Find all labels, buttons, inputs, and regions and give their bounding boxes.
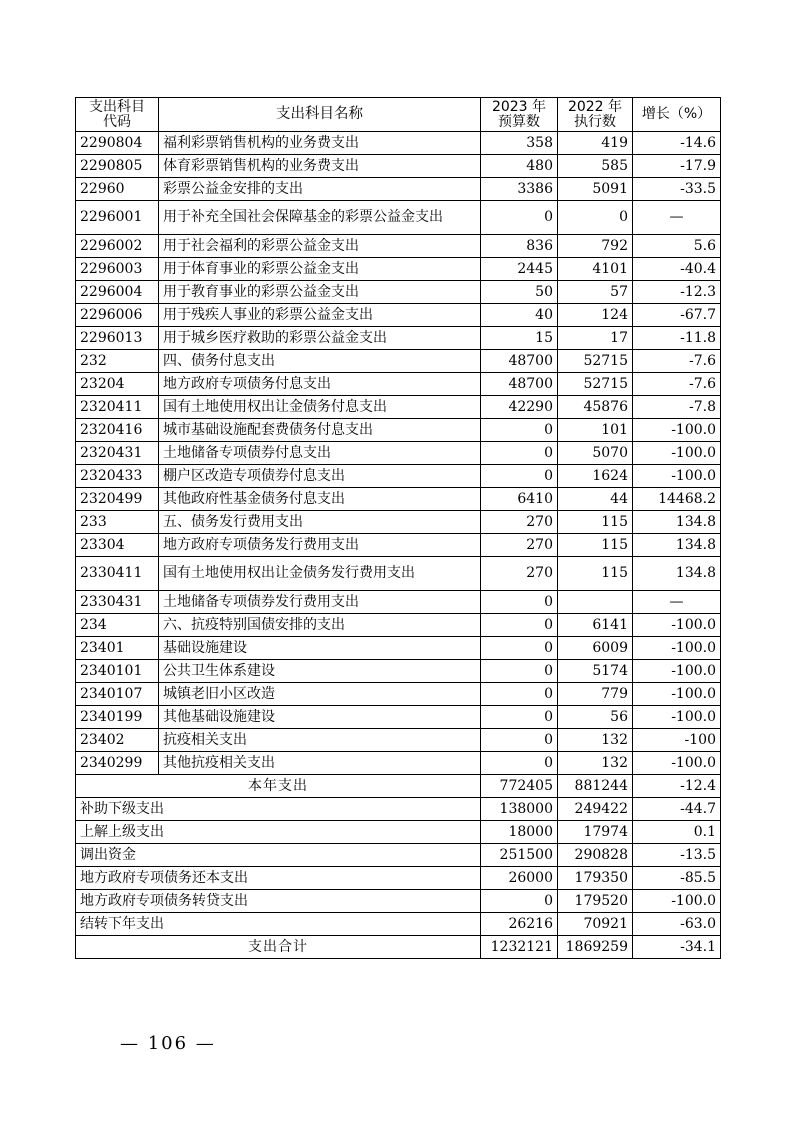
- table-row: [76, 637, 721, 660]
- grand-total-growth: -34.1: [633, 936, 721, 959]
- row-growth: -11.8: [633, 327, 721, 350]
- row-growth: -100: [633, 729, 721, 752]
- table-row: [76, 373, 721, 396]
- row-name: 彩票公益金安排的支出: [159, 178, 481, 201]
- row-growth: -100.0: [633, 683, 721, 706]
- row-growth: -7.6: [633, 373, 721, 396]
- table-row: [76, 132, 721, 155]
- row-budget: 2445: [481, 258, 558, 281]
- row-budget: 270: [481, 534, 558, 557]
- row-budget: 0: [481, 442, 558, 465]
- row-name: 抗疫相关支出: [159, 729, 481, 752]
- row-growth: -7.8: [633, 396, 721, 419]
- row-code: 233: [76, 511, 159, 534]
- table-row: [76, 235, 721, 258]
- extra-row-label: 上解上级支出: [76, 821, 481, 844]
- extra-row-actual: 179520: [558, 890, 633, 913]
- row-name: 四、债务付息支出: [159, 350, 481, 373]
- table-row: [76, 419, 721, 442]
- row-code: 23304: [76, 534, 159, 557]
- row-budget: 270: [481, 557, 558, 591]
- table-row: [76, 534, 721, 557]
- table-row: [76, 178, 721, 201]
- row-actual: 45876: [558, 396, 633, 419]
- row-actual: 585: [558, 155, 633, 178]
- row-growth: -67.7: [633, 304, 721, 327]
- extra-row-growth: -13.5: [633, 844, 721, 867]
- row-growth: 5.6: [633, 235, 721, 258]
- row-growth: —: [633, 201, 721, 235]
- row-budget: 0: [481, 706, 558, 729]
- row-code: 2320416: [76, 419, 159, 442]
- row-code: 23204: [76, 373, 159, 396]
- row-name: 其他抗疫相关支出: [159, 752, 481, 775]
- row-budget: 40: [481, 304, 558, 327]
- row-growth: -33.5: [633, 178, 721, 201]
- row-code: 2330411: [76, 557, 159, 591]
- row-budget: 0: [481, 683, 558, 706]
- row-growth: -17.9: [633, 155, 721, 178]
- row-actual: 115: [558, 511, 633, 534]
- row-budget: 0: [481, 591, 558, 614]
- row-code: 2340101: [76, 660, 159, 683]
- row-name: 地方政府专项债务发行费用支出: [159, 534, 481, 557]
- table-row: [76, 752, 721, 775]
- extra-row: [76, 890, 721, 913]
- row-name: 其他基础设施建设: [159, 706, 481, 729]
- row-growth: -100.0: [633, 752, 721, 775]
- table-row: [76, 614, 721, 637]
- row-code: 2296013: [76, 327, 159, 350]
- row-code: 2330431: [76, 591, 159, 614]
- row-name: 用于残疾人事业的彩票公益金支出: [159, 304, 481, 327]
- budget-table: [75, 97, 721, 959]
- row-name: 棚户区改造专项债券付息支出: [159, 465, 481, 488]
- year-total-actual: 881244: [558, 775, 633, 798]
- grand-total-row: [76, 936, 721, 959]
- row-code: 2296006: [76, 304, 159, 327]
- year-total-row: [76, 775, 721, 798]
- table-row: [76, 327, 721, 350]
- row-actual: 5070: [558, 442, 633, 465]
- header-growth: 增长（%）: [633, 98, 721, 132]
- row-code: 2290805: [76, 155, 159, 178]
- row-name: 城镇老旧小区改造: [159, 683, 481, 706]
- row-code: 2296004: [76, 281, 159, 304]
- row-growth: -100.0: [633, 442, 721, 465]
- table-row: [76, 660, 721, 683]
- row-budget: 15: [481, 327, 558, 350]
- row-actual: 56: [558, 706, 633, 729]
- row-name: 基础设施建设: [159, 637, 481, 660]
- extra-row-label: 地方政府专项债务转贷支出: [76, 890, 481, 913]
- row-code: 234: [76, 614, 159, 637]
- row-code: 2340107: [76, 683, 159, 706]
- extra-row-growth: -85.5: [633, 867, 721, 890]
- table-row: [76, 442, 721, 465]
- row-code: 2340299: [76, 752, 159, 775]
- table-row: [76, 258, 721, 281]
- row-code: 23402: [76, 729, 159, 752]
- row-name: 国有土地使用权出让金债务付息支出: [159, 396, 481, 419]
- row-actual: [558, 591, 633, 614]
- row-actual: 0: [558, 201, 633, 235]
- extra-row-budget: 138000: [481, 798, 558, 821]
- row-code: 2320431: [76, 442, 159, 465]
- table-row: [76, 511, 721, 534]
- row-actual: 4101: [558, 258, 633, 281]
- row-budget: 48700: [481, 350, 558, 373]
- row-actual: 419: [558, 132, 633, 155]
- row-actual: 5174: [558, 660, 633, 683]
- row-code: 22960: [76, 178, 159, 201]
- row-budget: 42290: [481, 396, 558, 419]
- year-total-growth: -12.4: [633, 775, 721, 798]
- row-code: 2340199: [76, 706, 159, 729]
- extra-row-actual: 290828: [558, 844, 633, 867]
- row-name: 城市基础设施配套费债务付息支出: [159, 419, 481, 442]
- extra-row: [76, 798, 721, 821]
- row-actual: 5091: [558, 178, 633, 201]
- row-actual: 52715: [558, 373, 633, 396]
- grand-total-budget: 1232121: [481, 936, 558, 959]
- row-name: 土地储备专项债券发行费用支出: [159, 591, 481, 614]
- row-budget: 0: [481, 465, 558, 488]
- row-growth: -100.0: [633, 637, 721, 660]
- row-budget: 50: [481, 281, 558, 304]
- row-growth: -12.3: [633, 281, 721, 304]
- row-budget: 0: [481, 729, 558, 752]
- table-row: [76, 201, 721, 235]
- row-name: 福利彩票销售机构的业务费支出: [159, 132, 481, 155]
- table-row: [76, 683, 721, 706]
- row-budget: 48700: [481, 373, 558, 396]
- row-actual: 132: [558, 729, 633, 752]
- extra-row-budget: 18000: [481, 821, 558, 844]
- row-code: 2296003: [76, 258, 159, 281]
- row-growth: -40.4: [633, 258, 721, 281]
- row-actual: 17: [558, 327, 633, 350]
- row-actual: 6141: [558, 614, 633, 637]
- table-row: [76, 155, 721, 178]
- table-row: [76, 706, 721, 729]
- row-name: 五、债务发行费用支出: [159, 511, 481, 534]
- header-actual: 2022 年 执行数: [558, 98, 633, 132]
- extra-row-actual: 17974: [558, 821, 633, 844]
- table-row: [76, 465, 721, 488]
- extra-row-label: 结转下年支出: [76, 913, 481, 936]
- row-actual: 1624: [558, 465, 633, 488]
- row-code: 2320499: [76, 488, 159, 511]
- row-budget: 0: [481, 637, 558, 660]
- row-code: 2296002: [76, 235, 159, 258]
- extra-row-budget: 26000: [481, 867, 558, 890]
- extra-row-growth: -100.0: [633, 890, 721, 913]
- extra-row: [76, 821, 721, 844]
- year-total-budget: 772405: [481, 775, 558, 798]
- row-actual: 57: [558, 281, 633, 304]
- table-row: [76, 396, 721, 419]
- extra-row-budget: 0: [481, 890, 558, 913]
- row-actual: 6009: [558, 637, 633, 660]
- row-name: 六、抗疫特别国债安排的支出: [159, 614, 481, 637]
- extra-row-actual: 70921: [558, 913, 633, 936]
- year-total-label: 本年支出: [76, 775, 481, 798]
- table-row: [76, 350, 721, 373]
- row-actual: 132: [558, 752, 633, 775]
- row-actual: 779: [558, 683, 633, 706]
- extra-row: [76, 844, 721, 867]
- extra-row-growth: -44.7: [633, 798, 721, 821]
- row-budget: 836: [481, 235, 558, 258]
- row-name: 用于补充全国社会保障基金的彩票公益金支出: [159, 201, 481, 235]
- row-budget: 0: [481, 419, 558, 442]
- header-code: 支出科目 代码: [76, 98, 159, 132]
- extra-row: [76, 867, 721, 890]
- extra-row: [76, 913, 721, 936]
- row-actual: 124: [558, 304, 633, 327]
- header-row: [76, 98, 721, 132]
- extra-row-budget: 26216: [481, 913, 558, 936]
- row-growth: -100.0: [633, 706, 721, 729]
- header-budget: 2023 年 预算数: [481, 98, 558, 132]
- row-growth: -100.0: [633, 614, 721, 637]
- row-name: 用于体育事业的彩票公益金支出: [159, 258, 481, 281]
- row-growth: -14.6: [633, 132, 721, 155]
- table-row: [76, 281, 721, 304]
- row-growth: 134.8: [633, 511, 721, 534]
- row-budget: 0: [481, 660, 558, 683]
- row-name: 公共卫生体系建设: [159, 660, 481, 683]
- row-budget: 0: [481, 614, 558, 637]
- row-code: 2320433: [76, 465, 159, 488]
- header-name: 支出科目名称: [159, 98, 481, 132]
- row-budget: 270: [481, 511, 558, 534]
- grand-total-actual: 1869259: [558, 936, 633, 959]
- row-growth: -100.0: [633, 419, 721, 442]
- row-budget: 0: [481, 752, 558, 775]
- row-code: 2296001: [76, 201, 159, 235]
- extra-row-label: 地方政府专项债务还本支出: [76, 867, 481, 890]
- row-growth: 134.8: [633, 557, 721, 591]
- row-budget: 0: [481, 201, 558, 235]
- row-name: 国有土地使用权出让金债务发行费用支出: [159, 557, 481, 591]
- row-actual: 101: [558, 419, 633, 442]
- row-growth: -100.0: [633, 465, 721, 488]
- table-row: [76, 557, 721, 591]
- extra-row-growth: -63.0: [633, 913, 721, 936]
- extra-row-actual: 249422: [558, 798, 633, 821]
- row-budget: 480: [481, 155, 558, 178]
- row-code: 2290804: [76, 132, 159, 155]
- row-growth: 134.8: [633, 534, 721, 557]
- extra-row-label: 调出资金: [76, 844, 481, 867]
- extra-row-growth: 0.1: [633, 821, 721, 844]
- row-code: 2320411: [76, 396, 159, 419]
- row-growth: -7.6: [633, 350, 721, 373]
- row-actual: 115: [558, 557, 633, 591]
- table-row: [76, 488, 721, 511]
- row-name: 用于社会福利的彩票公益金支出: [159, 235, 481, 258]
- row-actual: 792: [558, 235, 633, 258]
- extra-row-label: 补助下级支出: [76, 798, 481, 821]
- row-name: 用于城乡医疗救助的彩票公益金支出: [159, 327, 481, 350]
- table-row: [76, 591, 721, 614]
- grand-total-label: 支出合计: [76, 936, 481, 959]
- extra-row-actual: 179350: [558, 867, 633, 890]
- extra-row-budget: 251500: [481, 844, 558, 867]
- row-actual: 52715: [558, 350, 633, 373]
- row-code: 23401: [76, 637, 159, 660]
- table-row: [76, 729, 721, 752]
- row-budget: 358: [481, 132, 558, 155]
- row-name: 土地储备专项债券付息支出: [159, 442, 481, 465]
- row-budget: 3386: [481, 178, 558, 201]
- row-name: 用于教育事业的彩票公益金支出: [159, 281, 481, 304]
- table-row: [76, 304, 721, 327]
- row-actual: 44: [558, 488, 633, 511]
- row-growth: 14468.2: [633, 488, 721, 511]
- row-name: 其他政府性基金债务付息支出: [159, 488, 481, 511]
- row-growth: -100.0: [633, 660, 721, 683]
- row-budget: 6410: [481, 488, 558, 511]
- row-growth: —: [633, 591, 721, 614]
- row-actual: 115: [558, 534, 633, 557]
- page-number: — 106 —: [120, 1033, 216, 1054]
- row-name: 体育彩票销售机构的业务费支出: [159, 155, 481, 178]
- row-code: 232: [76, 350, 159, 373]
- row-name: 地方政府专项债务付息支出: [159, 373, 481, 396]
